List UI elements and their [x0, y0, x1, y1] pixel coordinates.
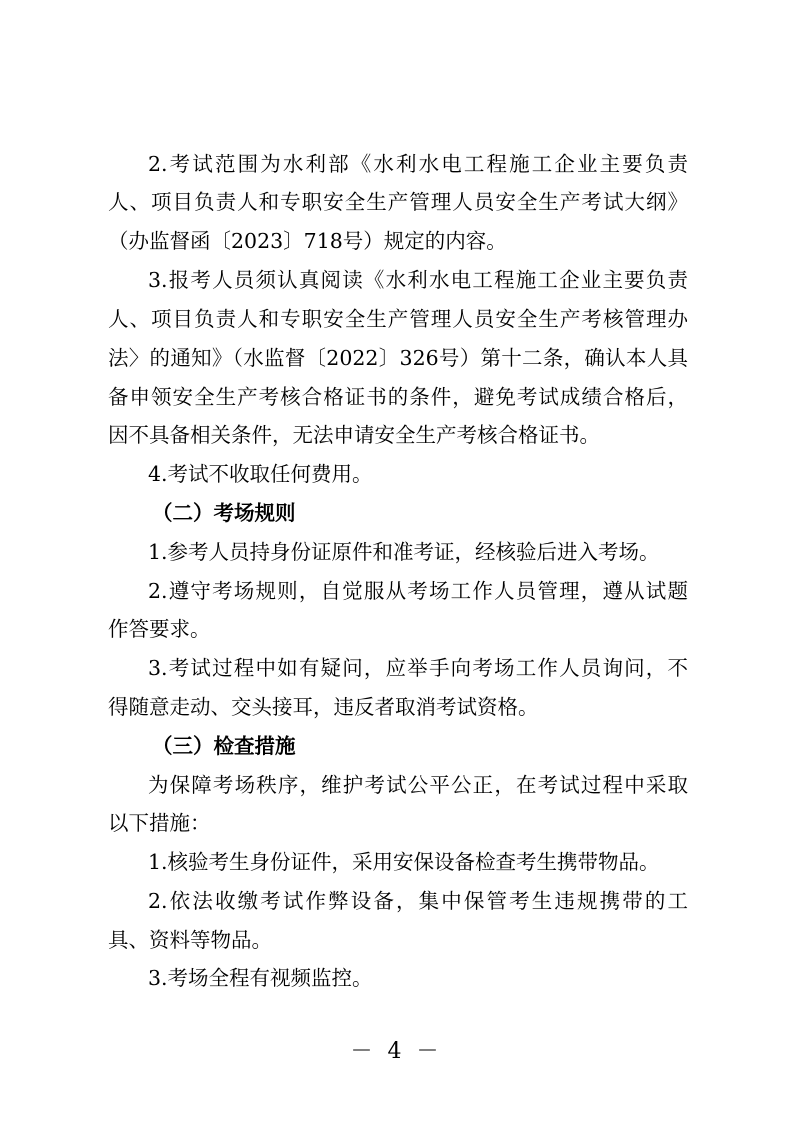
section-heading: （二）考场规则 [152, 501, 296, 525]
paragraph-line: 为保障考场秩序，维护考试公平公正，在考试过程中采取 [148, 773, 688, 797]
paragraph-line: 人、项目负责人和专职安全生产管理人员安全生产考试大纲》 [108, 190, 688, 214]
paragraph-line: 3.考试过程中如有疑问，应举手向考场工作人员询问，不 [148, 656, 688, 680]
paragraph-line: 以下措施： [108, 811, 211, 835]
paragraph-line: 3.考场全程有视频监控。 [148, 966, 373, 990]
paragraph-line: 得随意走动、交头接耳，违反者取消考试资格。 [108, 695, 539, 719]
page-number: － 4 － [350, 1039, 443, 1064]
paragraph-line: 具、资料等物品。 [108, 928, 272, 952]
paragraph-line: 2.遵守考场规则，自觉服从考场工作人员管理，遵从试题 [148, 579, 688, 603]
section-heading: （三）检查措施 [152, 734, 296, 758]
paragraph-line: 1.核验考生身份证件，采用安保设备检查考生携带物品。 [148, 850, 660, 874]
paragraph-line: 3.报考人员须认真阅读《水利水电工程施工企业主要负责 [148, 268, 688, 292]
paragraph-line: 作答要求。 [108, 617, 211, 641]
paragraph-line: 4.考试不收取任何费用。 [148, 462, 373, 486]
paragraph-line: 人、项目负责人和专职安全生产管理人员安全生产考核管理办 [108, 307, 688, 331]
paragraph-line: 2.依法收缴考试作弊设备，集中保管考生违规携带的工 [148, 889, 688, 913]
paragraph-line: 1.参考人员持身份证原件和准考证，经核验后进入考场。 [148, 540, 660, 564]
paragraph-line: 法〉的通知》（水监督〔2022〕326号）第十二条，确认本人具 [108, 346, 688, 370]
paragraph-line: 2.考试范围为水利部《水利水电工程施工企业主要负责 [148, 152, 688, 176]
paragraph-line: （办监督函〔2023〕718号）规定的内容。 [108, 229, 507, 253]
paragraph-line: 因不具备相关条件，无法申请安全生产考核合格证书。 [108, 423, 600, 447]
paragraph-line: 备申领安全生产考核合格证书的条件，避免考试成绩合格后， [108, 385, 688, 409]
